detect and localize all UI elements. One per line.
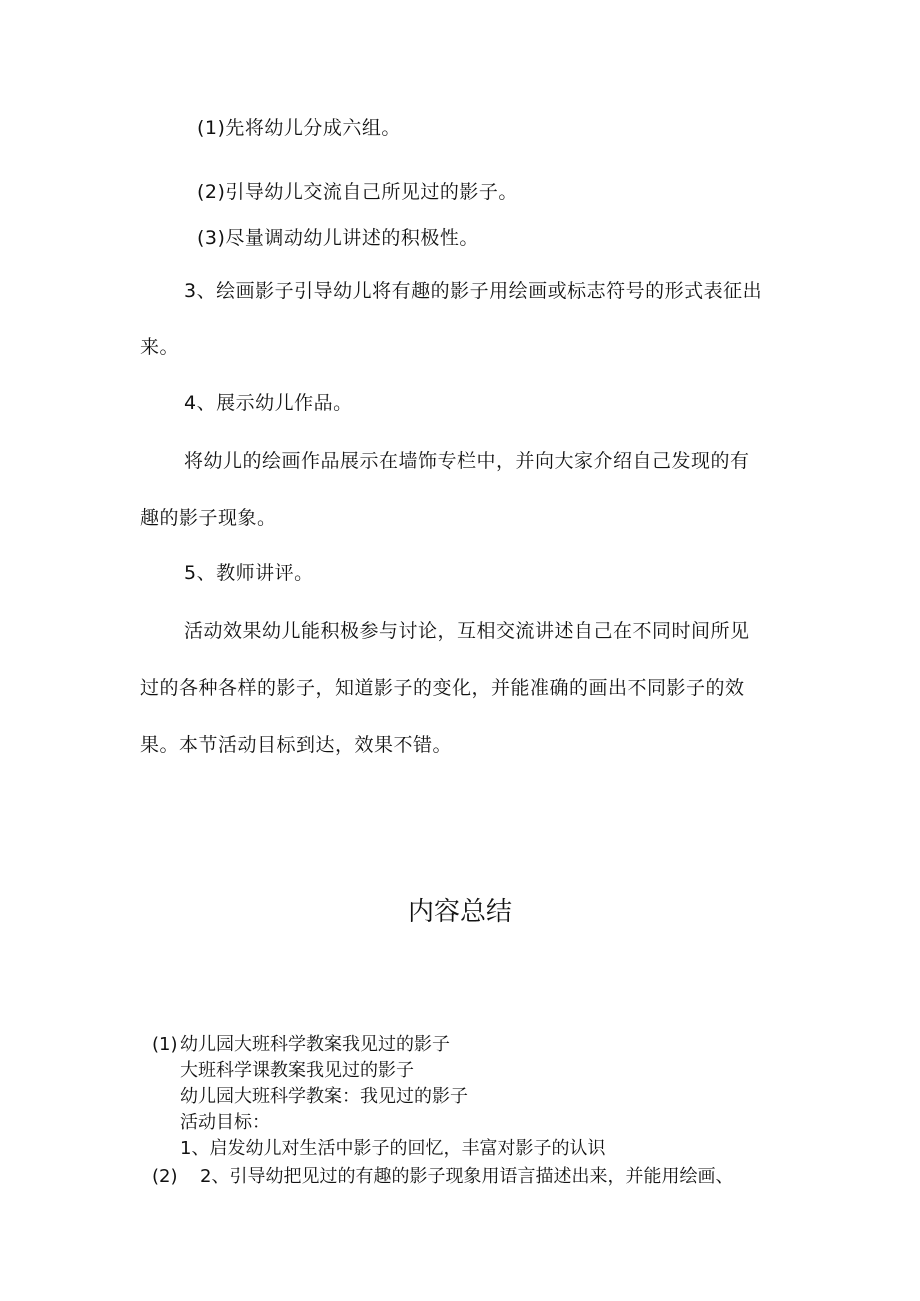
summary-item-1-line-2: 大班科学课教案我见过的影子 [180, 1060, 414, 1081]
step-4-desc-line-2: 趣的影子现象。 [140, 507, 277, 529]
step-3-line-2: 来。 [140, 336, 180, 358]
effect-line-3: 果。本节活动目标到达，效果不错。 [140, 734, 453, 756]
summary-item-1-line-3: 幼儿园大班科学教案：我见过的影子 [180, 1086, 468, 1107]
summary-item-1-line-1: 幼儿园大班科学教案我见过的影子 [180, 1034, 450, 1055]
summary-item-1-line-5: 1、启发幼儿对生活中影子的回忆，丰富对影子的认识 [180, 1138, 606, 1159]
summary-title: 内容总结 [407, 897, 512, 927]
summary-item-1-marker: (1) [152, 1034, 178, 1055]
summary-item-2-marker: (2) [152, 1166, 178, 1187]
step-2-sub-1: (1)先将幼儿分成六组。 [197, 117, 401, 139]
summary-item-1-line-4: 活动目标： [180, 1112, 270, 1133]
step-4-desc-line-1: 将幼儿的绘画作品展示在墙饰专栏中，并向大家介绍自己发现的有 [184, 450, 750, 472]
summary-item-2-line-1: 2、引导幼把见过的有趣的影子现象用语言描述出来，并能用绘画、 [200, 1166, 734, 1187]
effect-line-1: 活动效果幼儿能积极参与讨论，互相交流讲述自己在不同时间所见 [184, 620, 750, 642]
step-3-line-1: 3、绘画影子引导幼儿将有趣的影子用绘画或标志符号的形式表征出 [184, 280, 763, 302]
effect-line-2: 过的各种各样的影子，知道影子的变化，并能准确的画出不同影子的效 [140, 677, 745, 699]
step-2-sub-2: (2)引导幼儿交流自己所见过的影子。 [197, 181, 518, 203]
step-5-heading: 5、教师讲评。 [184, 562, 314, 584]
step-2-sub-3: (3)尽量调动幼儿讲述的积极性。 [197, 227, 479, 249]
step-4-heading: 4、展示幼儿作品。 [184, 392, 353, 414]
